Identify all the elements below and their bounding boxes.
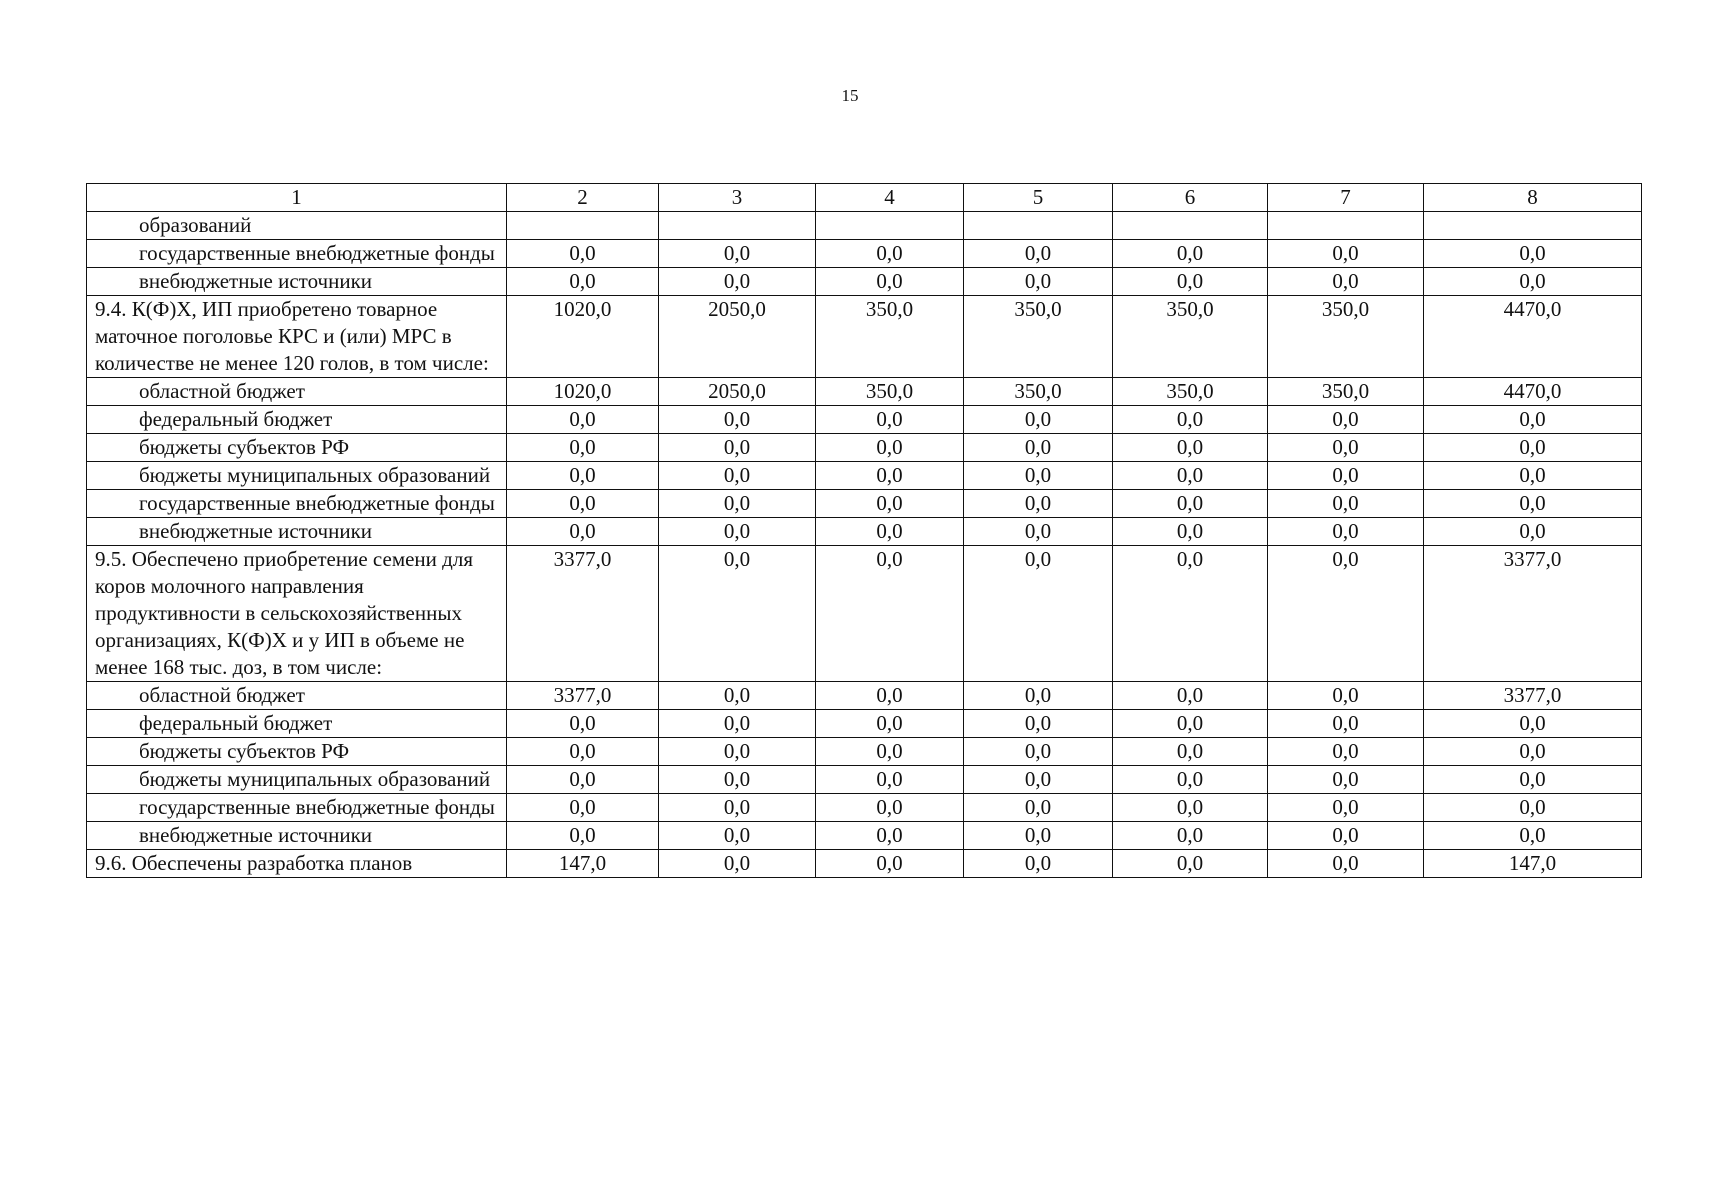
value-cell: 0,0 — [964, 518, 1113, 546]
value-cell — [1268, 212, 1424, 240]
value-cell: 0,0 — [1268, 794, 1424, 822]
column-header: 1 — [87, 184, 507, 212]
column-header: 7 — [1268, 184, 1424, 212]
value-cell: 0,0 — [816, 490, 964, 518]
value-cell: 0,0 — [816, 710, 964, 738]
column-header: 2 — [507, 184, 659, 212]
value-cell: 0,0 — [964, 434, 1113, 462]
value-cell — [659, 212, 816, 240]
row-label: внебюджетные источники — [87, 518, 507, 546]
value-cell: 0,0 — [659, 406, 816, 434]
value-cell: 0,0 — [964, 240, 1113, 268]
value-cell: 0,0 — [659, 462, 816, 490]
row-label: бюджеты муниципальных образований — [87, 766, 507, 794]
value-cell: 0,0 — [659, 546, 816, 682]
value-cell: 0,0 — [1113, 766, 1268, 794]
table-row — [87, 766, 1642, 794]
table-row — [87, 794, 1642, 822]
value-cell: 0,0 — [1268, 406, 1424, 434]
row-label: бюджеты субъектов РФ — [87, 738, 507, 766]
value-cell: 0,0 — [507, 822, 659, 850]
table-row — [87, 850, 1642, 878]
table-row — [87, 378, 1642, 406]
value-cell: 0,0 — [1424, 518, 1642, 546]
row-label: государственные внебюджетные фонды — [87, 794, 507, 822]
value-cell: 0,0 — [1113, 738, 1268, 766]
value-cell: 0,0 — [1424, 240, 1642, 268]
value-cell: 0,0 — [507, 794, 659, 822]
column-header: 6 — [1113, 184, 1268, 212]
row-label: образований — [87, 212, 507, 240]
value-cell: 0,0 — [507, 710, 659, 738]
table-row — [87, 682, 1642, 710]
value-cell: 0,0 — [1113, 268, 1268, 296]
value-cell: 2050,0 — [659, 378, 816, 406]
value-cell: 0,0 — [507, 518, 659, 546]
table-row — [87, 240, 1642, 268]
value-cell: 0,0 — [507, 406, 659, 434]
value-cell: 0,0 — [1268, 682, 1424, 710]
table-row — [87, 546, 1642, 682]
column-header: 8 — [1424, 184, 1642, 212]
value-cell: 147,0 — [507, 850, 659, 878]
row-label: областной бюджет — [87, 682, 507, 710]
value-cell: 0,0 — [1113, 406, 1268, 434]
value-cell: 0,0 — [1113, 822, 1268, 850]
value-cell — [1113, 212, 1268, 240]
value-cell: 2050,0 — [659, 296, 816, 378]
value-cell: 350,0 — [964, 378, 1113, 406]
value-cell: 0,0 — [964, 462, 1113, 490]
value-cell: 3377,0 — [1424, 682, 1642, 710]
value-cell: 0,0 — [1113, 462, 1268, 490]
value-cell: 350,0 — [816, 296, 964, 378]
row-label: бюджеты субъектов РФ — [87, 434, 507, 462]
column-header: 4 — [816, 184, 964, 212]
row-label: федеральный бюджет — [87, 710, 507, 738]
value-cell: 0,0 — [1113, 518, 1268, 546]
table-row — [87, 434, 1642, 462]
row-label: государственные внебюджетные фонды — [87, 240, 507, 268]
value-cell: 0,0 — [816, 822, 964, 850]
value-cell: 0,0 — [507, 240, 659, 268]
value-cell: 0,0 — [1113, 682, 1268, 710]
value-cell: 0,0 — [1268, 850, 1424, 878]
value-cell: 0,0 — [964, 850, 1113, 878]
value-cell: 0,0 — [816, 240, 964, 268]
value-cell: 0,0 — [507, 268, 659, 296]
value-cell: 0,0 — [1268, 766, 1424, 794]
value-cell — [507, 212, 659, 240]
value-cell: 0,0 — [1424, 794, 1642, 822]
table-row — [87, 462, 1642, 490]
table-body — [87, 184, 1642, 878]
value-cell: 0,0 — [816, 682, 964, 710]
value-cell: 0,0 — [659, 434, 816, 462]
value-cell: 0,0 — [1424, 738, 1642, 766]
value-cell: 0,0 — [659, 822, 816, 850]
value-cell: 0,0 — [1113, 850, 1268, 878]
table-row — [87, 406, 1642, 434]
row-label: 9.5. Обеспечено приобретение семени для коров молочного направления продуктивности в сельскохозяйственных организациях, К(Ф)Х и у ИП в объеме не менее 168 тыс. доз, в том числе: — [87, 546, 507, 682]
value-cell: 0,0 — [816, 850, 964, 878]
budget-table — [86, 183, 1642, 878]
value-cell: 0,0 — [1268, 462, 1424, 490]
table-row — [87, 518, 1642, 546]
row-label: государственные внебюджетные фонды — [87, 490, 507, 518]
value-cell: 0,0 — [1268, 710, 1424, 738]
value-cell: 0,0 — [507, 490, 659, 518]
value-cell: 0,0 — [1268, 240, 1424, 268]
value-cell: 0,0 — [964, 822, 1113, 850]
value-cell: 3377,0 — [1424, 546, 1642, 682]
value-cell: 0,0 — [1113, 490, 1268, 518]
value-cell — [1424, 212, 1642, 240]
value-cell: 0,0 — [1268, 490, 1424, 518]
value-cell: 0,0 — [816, 518, 964, 546]
value-cell: 0,0 — [1424, 268, 1642, 296]
value-cell: 0,0 — [816, 738, 964, 766]
value-cell: 0,0 — [964, 738, 1113, 766]
table-row — [87, 490, 1642, 518]
table-header-row — [87, 184, 1642, 212]
value-cell: 0,0 — [1113, 434, 1268, 462]
row-label: бюджеты муниципальных образований — [87, 462, 507, 490]
value-cell: 350,0 — [1113, 296, 1268, 378]
row-label: внебюджетные источники — [87, 268, 507, 296]
value-cell: 0,0 — [1424, 766, 1642, 794]
page-number: 15 — [841, 86, 859, 105]
row-label: федеральный бюджет — [87, 406, 507, 434]
value-cell: 0,0 — [964, 710, 1113, 738]
value-cell: 1020,0 — [507, 378, 659, 406]
value-cell: 0,0 — [816, 462, 964, 490]
row-label: 9.6. Обеспечены разработка планов — [87, 850, 507, 878]
value-cell: 0,0 — [1424, 434, 1642, 462]
value-cell: 0,0 — [1113, 710, 1268, 738]
value-cell: 0,0 — [1424, 490, 1642, 518]
value-cell: 350,0 — [964, 296, 1113, 378]
value-cell: 0,0 — [1424, 406, 1642, 434]
value-cell: 0,0 — [659, 682, 816, 710]
column-header: 5 — [964, 184, 1113, 212]
value-cell: 0,0 — [659, 268, 816, 296]
value-cell: 0,0 — [964, 766, 1113, 794]
value-cell: 0,0 — [816, 268, 964, 296]
value-cell: 0,0 — [964, 268, 1113, 296]
value-cell: 0,0 — [1113, 240, 1268, 268]
value-cell: 0,0 — [964, 794, 1113, 822]
value-cell: 147,0 — [1424, 850, 1642, 878]
value-cell: 0,0 — [1113, 794, 1268, 822]
value-cell: 0,0 — [1268, 518, 1424, 546]
value-cell: 4470,0 — [1424, 378, 1642, 406]
row-label: 9.4. К(Ф)Х, ИП приобретено товарное маточное поголовье КРС и (или) МРС в количестве не менее 120 голов, в том числе: — [87, 296, 507, 378]
value-cell: 0,0 — [1424, 822, 1642, 850]
value-cell: 0,0 — [1424, 710, 1642, 738]
value-cell: 0,0 — [816, 766, 964, 794]
value-cell: 0,0 — [1268, 434, 1424, 462]
value-cell: 0,0 — [964, 406, 1113, 434]
value-cell: 3377,0 — [507, 546, 659, 682]
row-label: внебюджетные источники — [87, 822, 507, 850]
table-row — [87, 822, 1642, 850]
value-cell: 350,0 — [1268, 378, 1424, 406]
value-cell: 0,0 — [964, 490, 1113, 518]
value-cell: 0,0 — [659, 518, 816, 546]
value-cell: 0,0 — [507, 766, 659, 794]
value-cell: 0,0 — [659, 710, 816, 738]
value-cell: 0,0 — [659, 766, 816, 794]
value-cell: 0,0 — [507, 434, 659, 462]
table-row — [87, 296, 1642, 378]
value-cell: 1020,0 — [507, 296, 659, 378]
value-cell: 350,0 — [1268, 296, 1424, 378]
value-cell: 0,0 — [1268, 822, 1424, 850]
value-cell: 0,0 — [1268, 268, 1424, 296]
table-row — [87, 738, 1642, 766]
row-label: областной бюджет — [87, 378, 507, 406]
value-cell: 0,0 — [964, 546, 1113, 682]
value-cell: 0,0 — [816, 434, 964, 462]
value-cell: 4470,0 — [1424, 296, 1642, 378]
value-cell: 350,0 — [816, 378, 964, 406]
value-cell — [964, 212, 1113, 240]
value-cell: 0,0 — [659, 240, 816, 268]
value-cell: 350,0 — [1113, 378, 1268, 406]
value-cell: 0,0 — [507, 738, 659, 766]
value-cell: 0,0 — [659, 794, 816, 822]
value-cell: 0,0 — [507, 462, 659, 490]
value-cell: 3377,0 — [507, 682, 659, 710]
table-row — [87, 268, 1642, 296]
value-cell: 0,0 — [1113, 546, 1268, 682]
value-cell — [816, 212, 964, 240]
table-row — [87, 710, 1642, 738]
value-cell: 0,0 — [816, 406, 964, 434]
value-cell: 0,0 — [659, 738, 816, 766]
value-cell: 0,0 — [816, 546, 964, 682]
value-cell: 0,0 — [816, 794, 964, 822]
value-cell: 0,0 — [659, 490, 816, 518]
value-cell: 0,0 — [659, 850, 816, 878]
value-cell: 0,0 — [1268, 546, 1424, 682]
column-header: 3 — [659, 184, 816, 212]
value-cell: 0,0 — [964, 682, 1113, 710]
value-cell: 0,0 — [1424, 462, 1642, 490]
value-cell: 0,0 — [1268, 738, 1424, 766]
table-row — [87, 212, 1642, 240]
